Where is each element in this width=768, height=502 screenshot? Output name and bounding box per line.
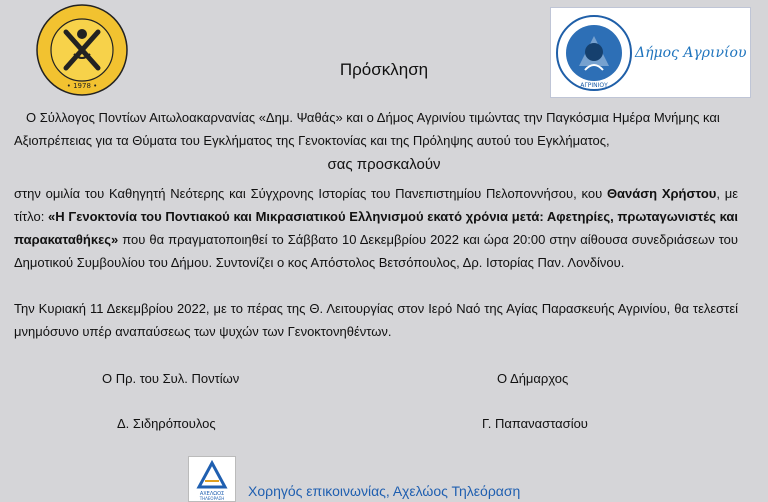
acheloos-tv-logo xyxy=(188,456,236,502)
invite-text: σας προσκαλούν xyxy=(327,156,441,173)
lecture-pre: στην ομιλία του Καθηγητή Νεότερης και Σύγχρονης Ιστορίας του Πανεπιστημίου Πελοποννήσου, κου xyxy=(14,186,607,201)
intro-paragraph xyxy=(14,106,738,152)
signature-right-title: Ο Δήμαρχος xyxy=(497,371,569,386)
page-title: Πρόσκληση xyxy=(339,60,429,79)
lecture-speaker: Θανάση Χρήστου xyxy=(606,186,717,201)
signature-left-title: Ο Πρ. του Συλ. Ποντίων xyxy=(102,371,240,386)
lecture-mid: , με τίτλο: xyxy=(14,186,738,224)
svg-text:• 1978 •: • 1978 • xyxy=(66,82,98,90)
svg-text:ΤΗΛΕΟΡΑΣΗ: ΤΗΛΕΟΡΑΣΗ xyxy=(199,496,225,501)
pontian-association-logo xyxy=(36,4,128,96)
sponsor-text: Χορηγός επικοινωνίας, Αχελώος Τηλεόραση xyxy=(248,483,521,499)
svg-text:ΑΓΡΙΝΙΟΥ: ΑΓΡΙΝΙΟΥ xyxy=(580,81,608,89)
municipality-logo xyxy=(550,7,751,98)
lecture-post: που θα πραγματοποιηθεί το Σάββατο 10 Δεκεμβρίου 2022 και ώρα 20:00 στην αίθουσα συνεδριάσεων του Δημοτικού Συμβουλίου του Δήμου. Συντονίζει ο κος Απόστολος Βετσόπουλος, Δρ. Ιστορίας Παν. Λονδίνου. xyxy=(14,232,738,270)
svg-text:ΑΧΕΛΩΟΣ: ΑΧΕΛΩΟΣ xyxy=(199,491,225,497)
intro-text: Ο Σύλλογος Ποντίων Αιτωλοακαρνανίας «Δημ. Ψαθάς» και ο Δήμος Αγρινίου τιμώντας την Παγκόσμια Ημέρα Μνήμης και Αξιοπρέπειας για τα Θύματα του Εγκλήματος της Γενοκτονίας και της Πρόληψης αυτού του Εγκλήματος, xyxy=(14,110,720,148)
municipality-name: Δήμος Αγρινίου xyxy=(635,44,747,61)
lecture-paragraph xyxy=(14,182,738,274)
memorial-paragraph: Την Κυριακή 11 Δεκεμβρίου 2022, με το πέρας της Θ. Λειτουργίας στον Ιερό Ναό της Αγίας Παρασκευής Αγρινίου, θα τελεστεί μνημόσυνο υπέρ αναπαύσεως των ψυχών των Γενοκτονηθέντων. xyxy=(14,301,738,339)
signature-left-name: Δ. Σιδηρόπουλος xyxy=(117,416,216,431)
signature-right-name: Γ. Παπαναστασίου xyxy=(482,416,588,431)
lecture-topic: «Η Γενοκτονία του Ποντιακού και Μικρασιατικού Ελληνισμού εκατό χρόνια μετά: Αφετηρίες, πρωταγωνιστές και παρακαταθήκες» xyxy=(14,209,738,247)
